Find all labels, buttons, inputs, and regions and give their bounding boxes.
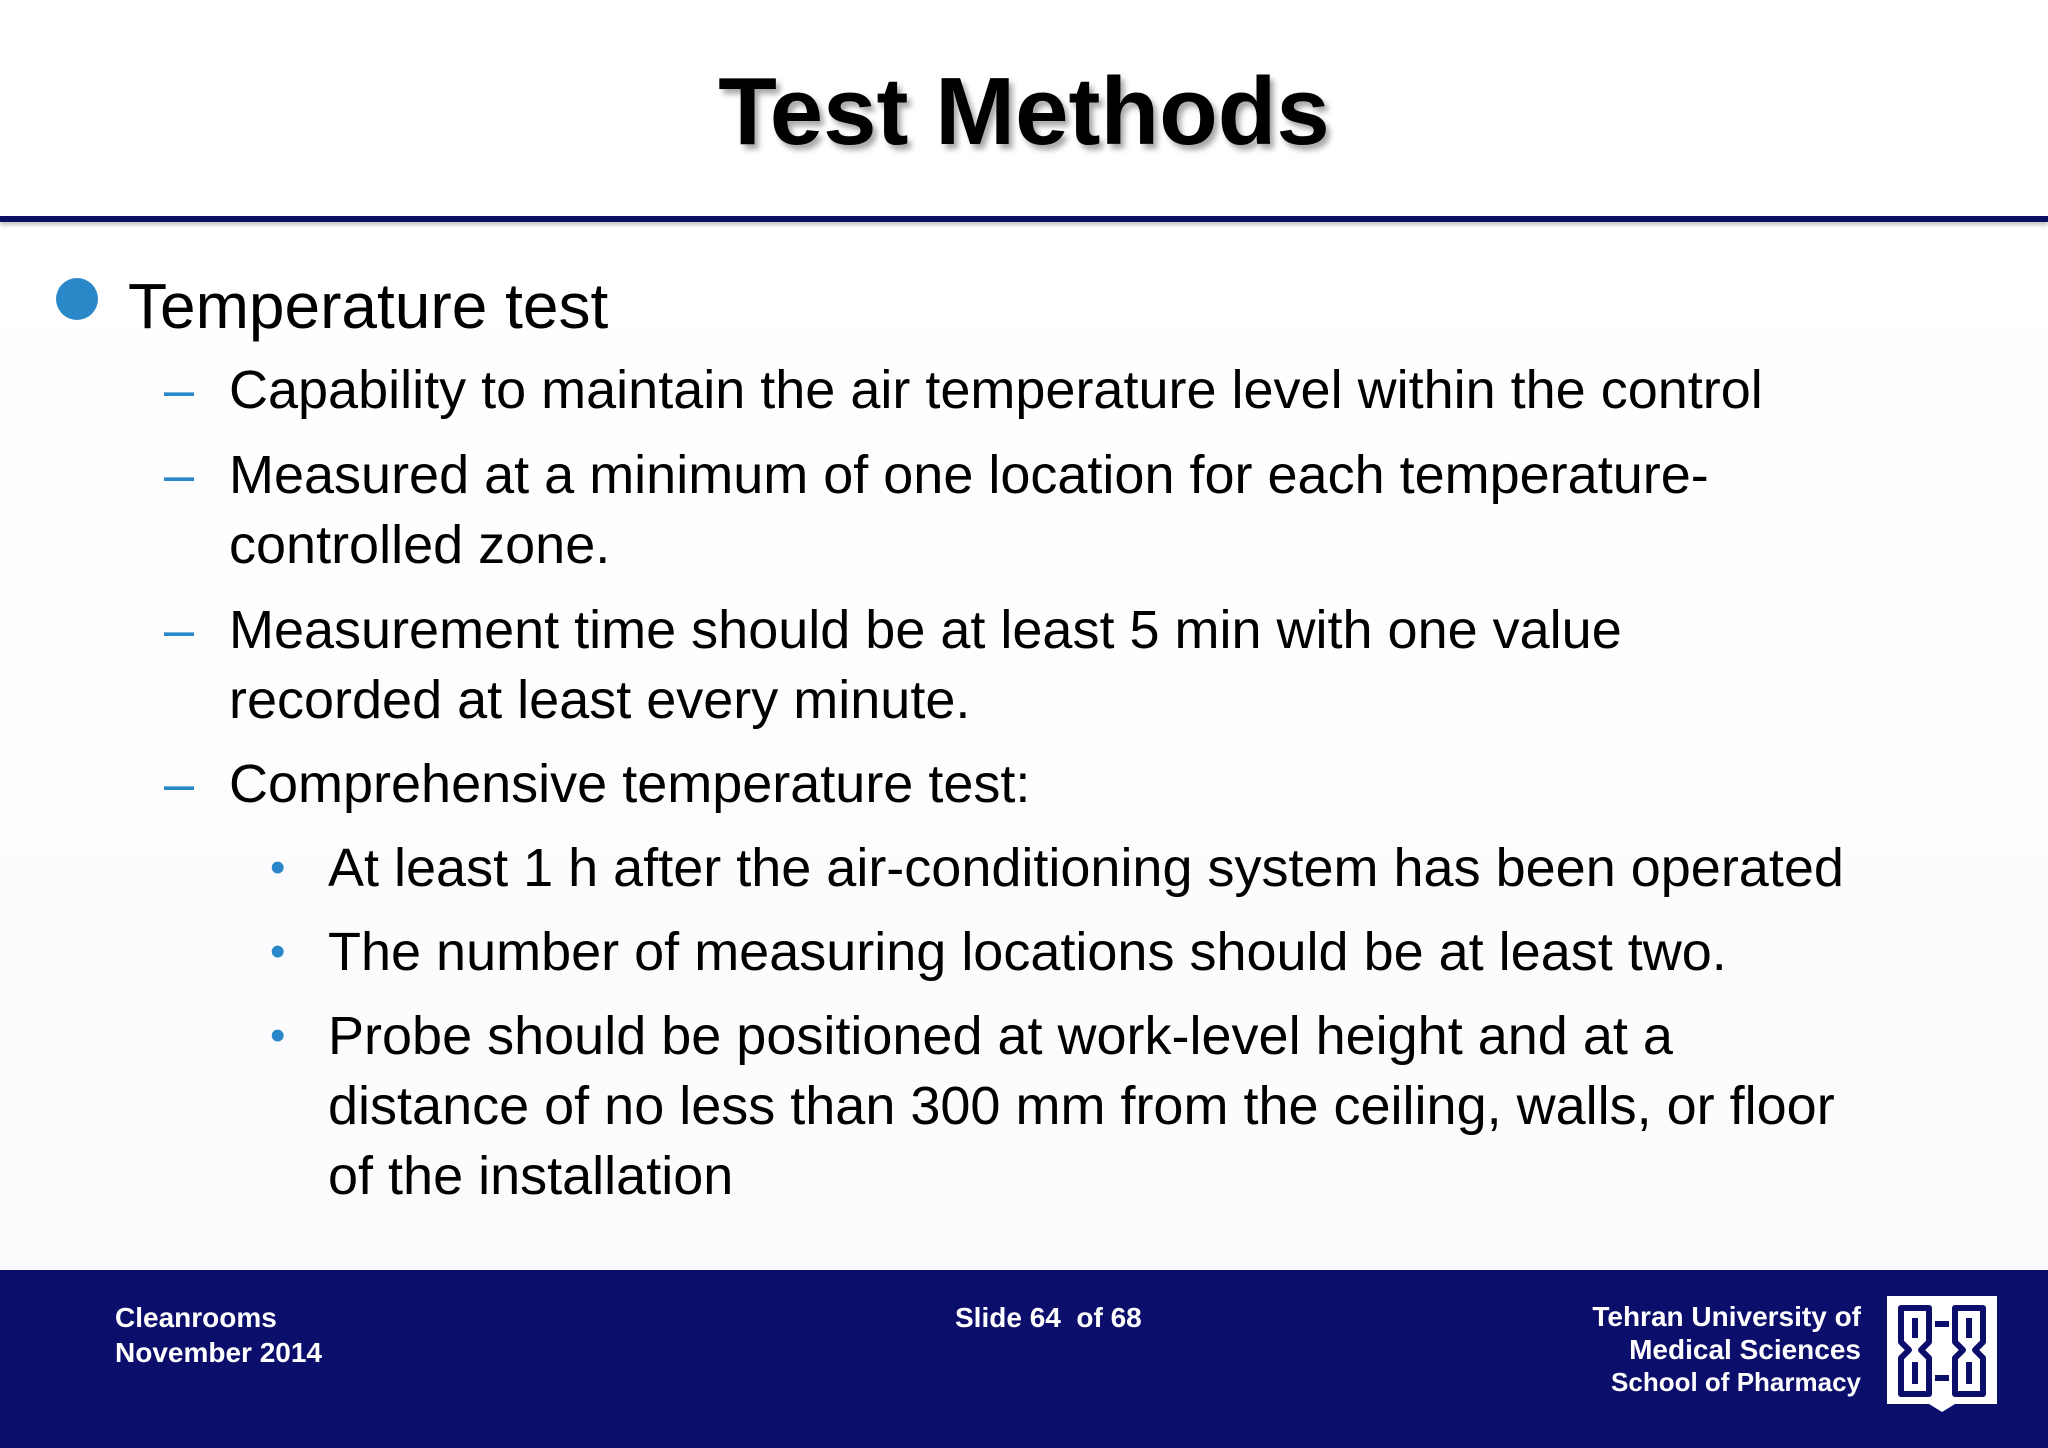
dash-bullet: –	[164, 600, 195, 660]
dot-bullet: •	[270, 843, 286, 892]
sub-item-line: Comprehensive temperature test:	[229, 754, 1031, 814]
slide-content	[0, 230, 2048, 1270]
slide-footer	[0, 1270, 2048, 1448]
sub-item-line: recorded at least every minute.	[229, 670, 971, 730]
institution-line: School of Pharmacy	[1611, 1367, 1861, 1397]
slide-number: Slide 64 of 68	[955, 1302, 1142, 1333]
dash-bullet: –	[164, 754, 195, 814]
footer-date: November 2014	[115, 1337, 323, 1368]
footer-institution	[1592, 1300, 1861, 1399]
dash-bullet: –	[164, 360, 195, 420]
footer-course-info	[115, 1300, 322, 1370]
main-bullet-text: Temperature test	[128, 270, 609, 342]
sub-sub-item-line: of the installation	[328, 1146, 734, 1206]
sub-item-line: Measured at a minimum of one location for each temperature-	[229, 445, 1709, 505]
sub-item-line: Measurement time should be at least 5 min with one value	[229, 600, 1622, 660]
institution-line: Medical Sciences	[1629, 1334, 1861, 1365]
sub-sub-item-line: The number of measuring locations should be at least two.	[328, 922, 1727, 982]
university-logo-icon	[1885, 1294, 1999, 1412]
dot-bullet: •	[270, 1011, 286, 1060]
dot-bullet: •	[270, 927, 286, 976]
sub-sub-item-line: Probe should be positioned at work-level height and at a	[328, 1006, 1673, 1066]
round-bullet-icon	[56, 278, 98, 320]
title-divider	[0, 216, 2048, 222]
sub-sub-item-line: distance of no less than 300 mm from the ceiling, walls, or floor	[328, 1076, 1835, 1136]
sub-sub-item-line: At least 1 h after the air-conditioning system has been operated	[328, 838, 1844, 898]
slide-title: Test Methods	[718, 58, 1330, 165]
institution-line: Tehran University of	[1592, 1301, 1861, 1332]
footer-course: Cleanrooms	[115, 1302, 277, 1333]
dash-bullet: –	[164, 445, 195, 505]
sub-item-line: Capability to maintain the air temperature level within the control	[229, 360, 1763, 420]
sub-item-line: controlled zone.	[229, 515, 611, 575]
